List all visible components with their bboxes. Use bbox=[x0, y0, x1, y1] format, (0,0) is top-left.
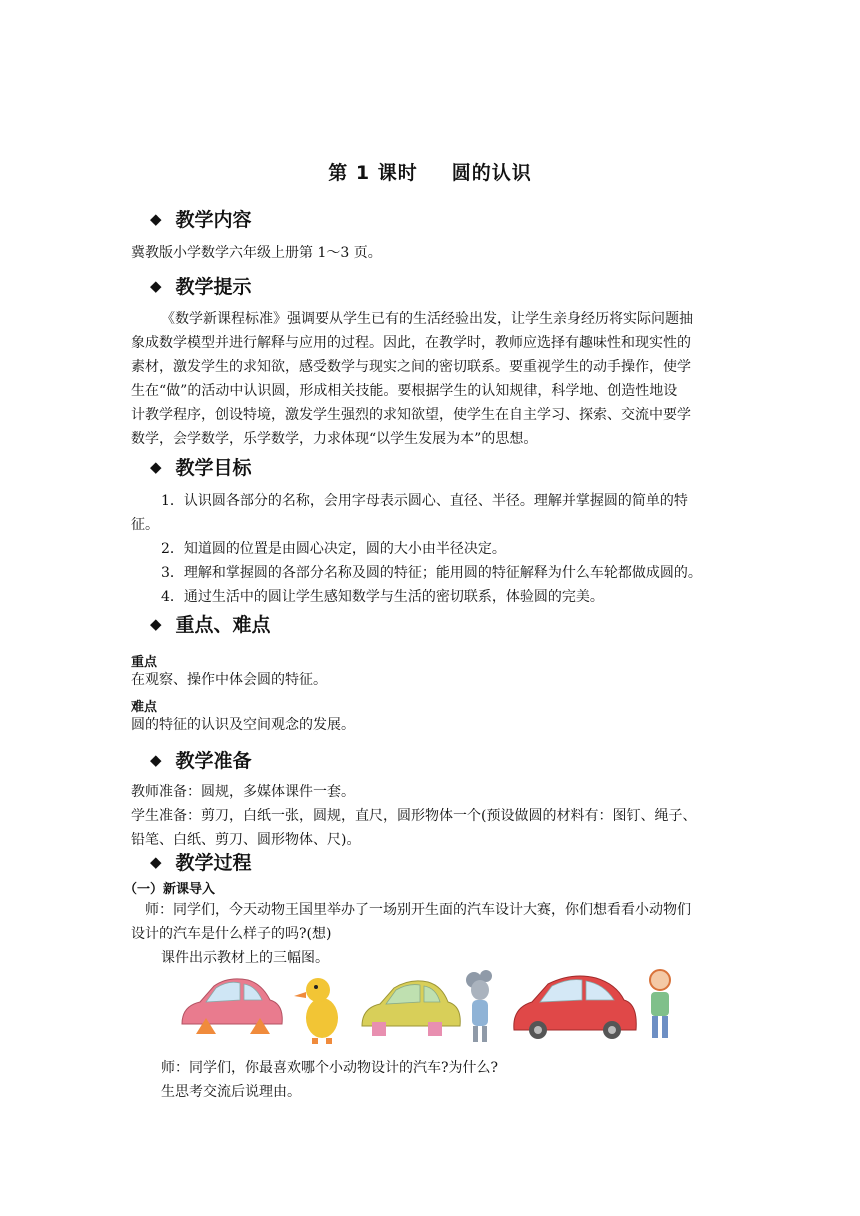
duck-icon bbox=[294, 978, 338, 1044]
lesson-number: 第 1 课时 bbox=[328, 162, 418, 184]
diamond-bullet-icon: ◆ bbox=[150, 276, 162, 295]
page-title bbox=[0, 158, 860, 185]
prep-line: 教师准备：圆规，多媒体课件一套。 bbox=[131, 784, 355, 800]
car-pink bbox=[182, 979, 282, 1034]
lesson-topic: 圆的认识 bbox=[451, 162, 532, 184]
process-line: 生思考交流后说理由。 bbox=[161, 1084, 301, 1100]
goals-list bbox=[131, 489, 736, 609]
mouse-icon bbox=[466, 970, 492, 1042]
goal-item: 3．理解和掌握圆的各部分名称及圆的特征；能用圆的特征解释为什么车轮都做成圆的。 bbox=[161, 565, 702, 581]
hints-line: 数学，会学数学，乐学数学，力求体现“以学生发展为本”的思想。 bbox=[131, 431, 538, 447]
cars-illustration bbox=[176, 966, 686, 1048]
goal-item: 1．认识圆各部分的名称，会用字母表示圆心、直径、半径。理解并掌握圆的简单的特 bbox=[161, 493, 688, 509]
section-heading-prep: ◆ 教学准备 bbox=[150, 750, 252, 772]
diamond-bullet-icon: ◆ bbox=[150, 852, 162, 871]
difficulty-label: 难点 bbox=[131, 700, 158, 715]
key-label: 重点 bbox=[131, 655, 158, 670]
key-text: 在观察、操作中体会圆的特征。 bbox=[131, 672, 327, 688]
diamond-bullet-icon: ◆ bbox=[150, 457, 162, 476]
diamond-bullet-icon: ◆ bbox=[150, 209, 162, 228]
section-heading-hints: ◆ 教学提示 bbox=[150, 276, 252, 298]
process-line: 设计的汽车是什么样子的吗?(想) bbox=[131, 926, 332, 942]
section-heading-process: ◆ 教学过程 bbox=[150, 852, 252, 874]
process-text bbox=[131, 898, 736, 970]
prep-text bbox=[131, 780, 736, 852]
hints-line: 象成数学模型并进行解释与应用的过程。因此，在教学时，教师应选择有趣味性和现实性的 bbox=[131, 335, 691, 351]
car-yellow bbox=[362, 981, 460, 1036]
section-heading-keypoints: ◆ 重点、难点 bbox=[150, 614, 271, 636]
car-red bbox=[514, 976, 636, 1039]
difficulty-text: 圆的特征的认识及空间观念的发展。 bbox=[131, 717, 355, 733]
section-heading-content: ◆ 教学内容 bbox=[150, 209, 252, 231]
process-after-text bbox=[131, 1056, 736, 1104]
process-line: 师：同学们，你最喜欢哪个小动物设计的汽车?为什么? bbox=[161, 1060, 499, 1076]
process-line: 师：同学们，今天动物王国里举办了一场别开生面的汽车设计大赛，你们想看看小动物们 bbox=[145, 902, 691, 918]
section-heading-goals: ◆ 教学目标 bbox=[150, 457, 252, 479]
subsection-intro: （一）新课导入 bbox=[124, 882, 216, 897]
diamond-bullet-icon: ◆ bbox=[150, 614, 162, 633]
process-line: 课件出示教材上的三幅图。 bbox=[161, 950, 329, 966]
hints-line: 《数学新课程标准》强调要从学生已有的生活经验出发，让学生亲身经历将实际问题抽 bbox=[161, 311, 693, 327]
content-text: 冀教版小学数学六年级上册第 1～3 页。 bbox=[131, 245, 382, 261]
hints-paragraph bbox=[131, 307, 736, 451]
hints-line: 素材，激发学生的求知欲，感受数学与现实之间的密切联系。要重视学生的动手操作，使学 bbox=[131, 359, 691, 375]
goal-item: 4．通过生活中的圆让学生感知数学与生活的密切联系，体验圆的完美。 bbox=[161, 589, 604, 605]
prep-line: 学生准备：剪刀，白纸一张，圆规，直尺，圆形物体一个(预设做圆的材料有：图钉、绳子、 bbox=[131, 808, 697, 824]
diamond-bullet-icon: ◆ bbox=[150, 750, 162, 769]
prep-line: 铅笔、白纸、剪刀、圆形物体、尺)。 bbox=[131, 832, 361, 848]
goal-item: 征。 bbox=[131, 517, 159, 533]
goal-item: 2．知道圆的位置是由圆心决定，圆的大小由半径决定。 bbox=[161, 541, 506, 557]
child-icon bbox=[650, 970, 670, 1038]
hints-line: 计教学程序，创设特境，激发学生强烈的求知欲望，使学生在自主学习、探索、交流中要学 bbox=[131, 407, 691, 423]
hints-line: 生在“做”的活动中认识圆，形成相关技能。要根据学生的认知规律，科学地、创造性地设 bbox=[131, 383, 678, 399]
